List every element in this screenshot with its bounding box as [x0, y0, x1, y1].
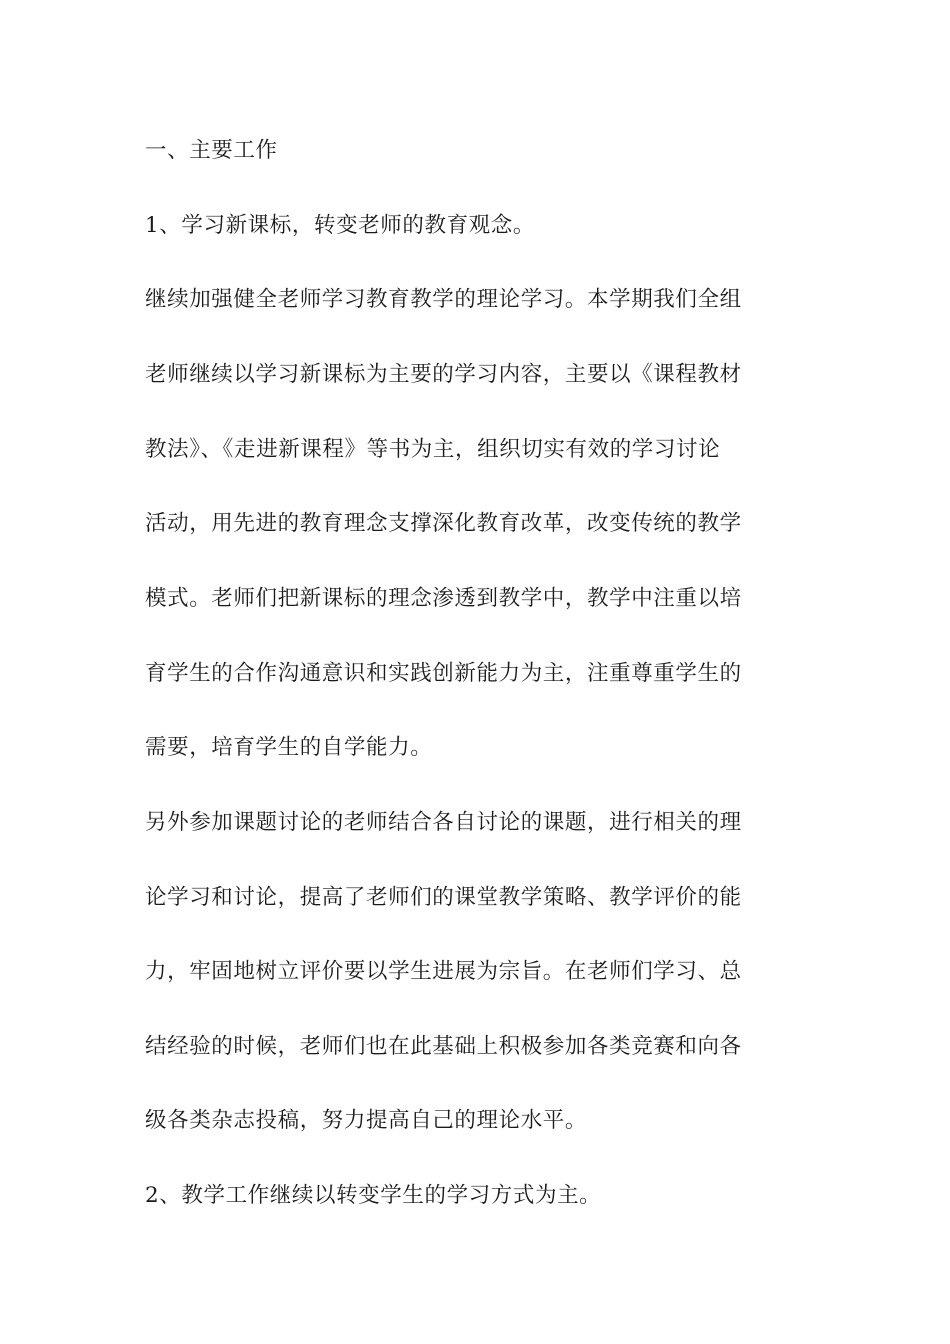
paragraph-2-line-4: 结经验的时候，老师们也在此基础上积极参加各类竞赛和向各	[145, 1034, 742, 1059]
paragraph-1-line-6: 育学生的合作沟通意识和实践创新能力为主，注重尊重学生的	[145, 661, 742, 686]
item-1-title: 1、学习新课标，转变老师的教育观念。	[145, 213, 535, 238]
paragraph-1-line-3: 教法》、《走进新课程》等书为主，组织切实有效的学习讨论	[145, 437, 721, 462]
paragraph-1-line-5: 模式。老师们把新课标的理念渗透到教学中，教学中注重以培	[145, 586, 742, 611]
paragraph-1-line-7: 需要，培育学生的自学能力。	[145, 735, 433, 760]
paragraph-2-line-2: 论学习和讨论，提高了老师们的课堂教学策略、教学评价的能	[145, 885, 742, 910]
paragraph-2-line-5: 级各类杂志投稿，努力提高自己的理论水平。	[145, 1108, 588, 1133]
paragraph-2-line-3: 力，牢固地树立评价要以学生进展为宗旨。在老师们学习、总	[145, 959, 742, 984]
section-heading: 一、主要工作	[145, 138, 278, 163]
paragraph-1-line-4: 活动，用先进的教育理念支撑深化教育改革，改变传统的教学	[145, 511, 742, 536]
paragraph-1-line-1: 继续加强健全老师学习教育教学的理论学习。本学期我们全组	[145, 287, 742, 312]
item-2-title: 2、教学工作继续以转变学生的学习方式为主。	[145, 1183, 602, 1208]
paragraph-2-line-1: 另外参加课题讨论的老师结合各自讨论的课题，进行相关的理	[145, 810, 742, 835]
paragraph-1-line-2: 老师继续以学习新课标为主要的学习内容，主要以《课程教材	[145, 362, 742, 387]
